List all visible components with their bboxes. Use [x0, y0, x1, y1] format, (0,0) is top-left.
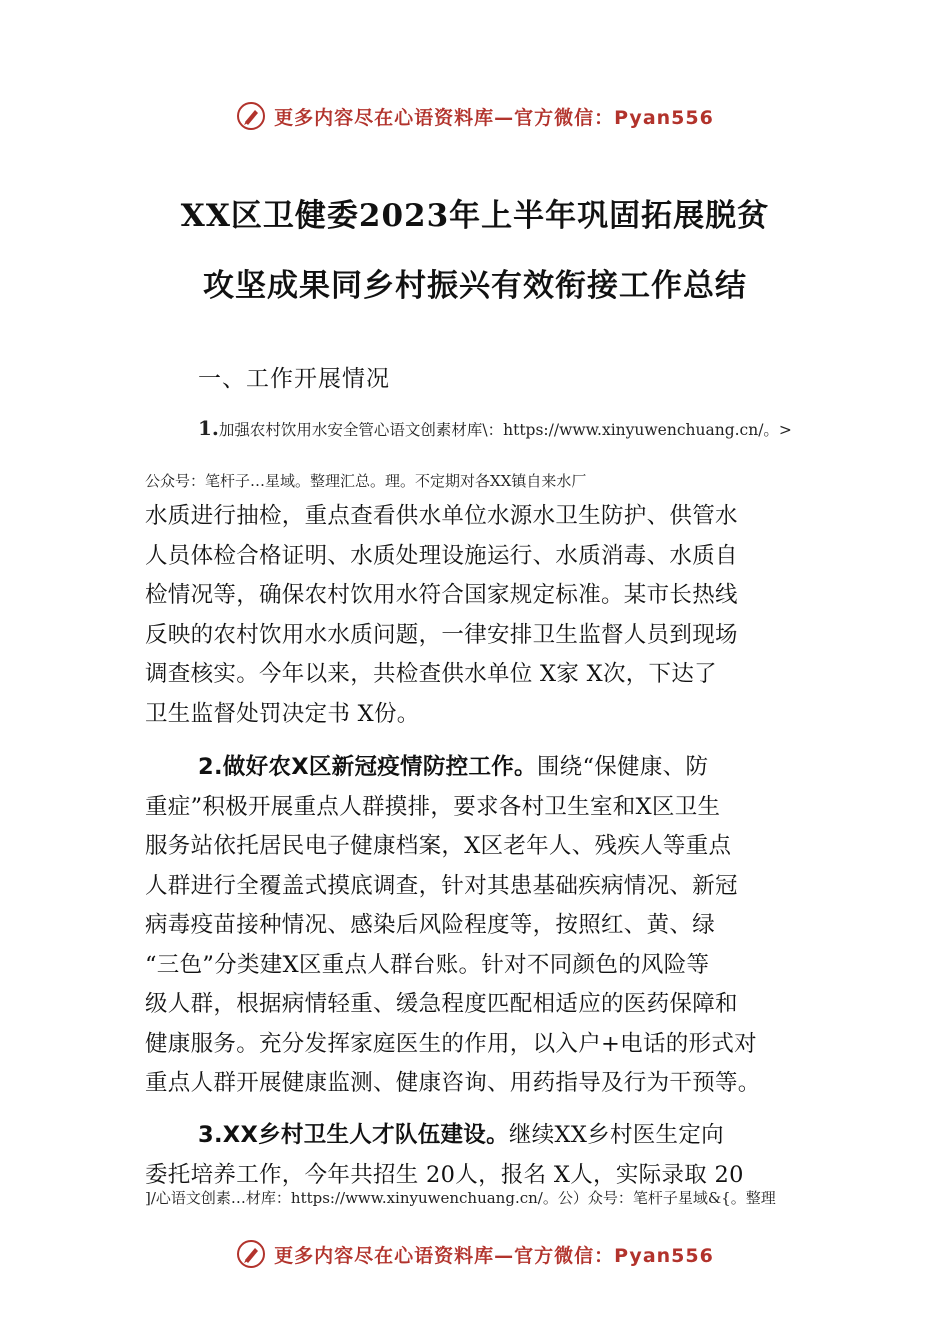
watermark-text: 更多内容尽在心语资料库—官方微信：Pyan556 — [274, 106, 714, 129]
paragraph-line: 重点人群开展健康监测、健康咨询、用药指导及行为干预等。 — [145, 1070, 761, 1096]
paragraph-line: 调查核实。今年以来，共检查供水单位 X家 X次，下达了 — [145, 661, 717, 687]
item2-lead: 2.做好农X区新冠疫情防控工作。 — [198, 754, 537, 780]
section-heading: 一、工作开展情况 — [198, 366, 390, 392]
paragraph-line: 反映的农村饮用水水质问题，一律安排卫生监督人员到现场 — [145, 621, 738, 648]
pen-nib-logo-icon — [236, 1239, 266, 1269]
paragraph-line: 重症”积极开展重点人群摸排，要求各村卫生室和X区卫生 — [145, 793, 721, 820]
paragraph-line: 服务站依托居民电子健康档案，X区老年人、残疾人等重点 — [145, 833, 732, 859]
footer-source-line: ]/心语文创素…材库：https://www.xinyuwenchuang.cn/。公）众号：笔杆子星域&{。整理 — [145, 1189, 776, 1207]
item3-paragraph — [145, 1116, 813, 1195]
paragraph-first-line — [145, 748, 813, 788]
paragraph-line: 水质进行抽检，重点查看供水单位水源水卫生防护、供管水 — [145, 503, 738, 529]
document-title-line-1: XX区卫健委2023年上半年巩固拓展脱贫 — [180, 198, 770, 234]
paragraph-line: 人员体检合格证明、水质处理设施运行、水质消毒、水质自 — [145, 542, 738, 569]
item1-first-line — [198, 416, 792, 440]
watermark-banner-top — [0, 96, 950, 136]
paragraph-line: 级人群，根据病情轻重、缓急程度匹配相适应的医药保障和 — [145, 991, 738, 1017]
paragraph-line: 委托培养工作，今年共招生 20人，报名 X人，实际录取 20 — [145, 1161, 744, 1188]
paragraph-line: 人群进行全覆盖式摸底调查，针对其患基础疾病情况、新冠 — [145, 872, 738, 899]
item1-first-line-text: 加强农村饮用水安全管心语文创素材库\：https://www.xinyuwenchuang.cn/。> — [218, 421, 792, 439]
watermark-banner-bottom — [0, 1234, 950, 1274]
item1-second-line: 公众号：笔杆子…星域。整理汇总。理。不定期对各XX镇自来水厂 — [145, 472, 587, 490]
paragraph-first-line — [145, 1116, 813, 1156]
item3-first-rest: 继续XX乡村医生定向 — [508, 1122, 724, 1148]
item2-paragraph — [145, 748, 813, 1104]
item1-paragraph — [145, 497, 813, 734]
paragraph-line: “三色”分类建X区重点人群台账。针对不同颜色的风险等 — [145, 951, 710, 978]
paragraph-line: 卫生监督处罚决定书 X份。 — [145, 700, 420, 727]
document-title-line-2: 攻坚成果同乡村振兴有效衔接工作总结 — [203, 268, 747, 304]
item3-lead: 3.XX乡村卫生人才队伍建设。 — [198, 1122, 509, 1148]
watermark-text: 更多内容尽在心语资料库—官方微信：Pyan556 — [274, 1244, 714, 1267]
pen-nib-logo-icon — [236, 101, 266, 131]
paragraph-line: 检情况等，确保农村饮用水符合国家规定标准。某市长热线 — [145, 582, 738, 608]
paragraph-line: 病毒疫苗接种情况、感染后风险程度等，按照红、黄、绿 — [145, 912, 716, 938]
paragraph-line: 健康服务。充分发挥家庭医生的作用，以入户+电话的形式对 — [145, 1030, 757, 1057]
item1-number: 1. — [198, 416, 219, 440]
item2-first-rest: 围绕“保健康、防 — [536, 754, 709, 780]
